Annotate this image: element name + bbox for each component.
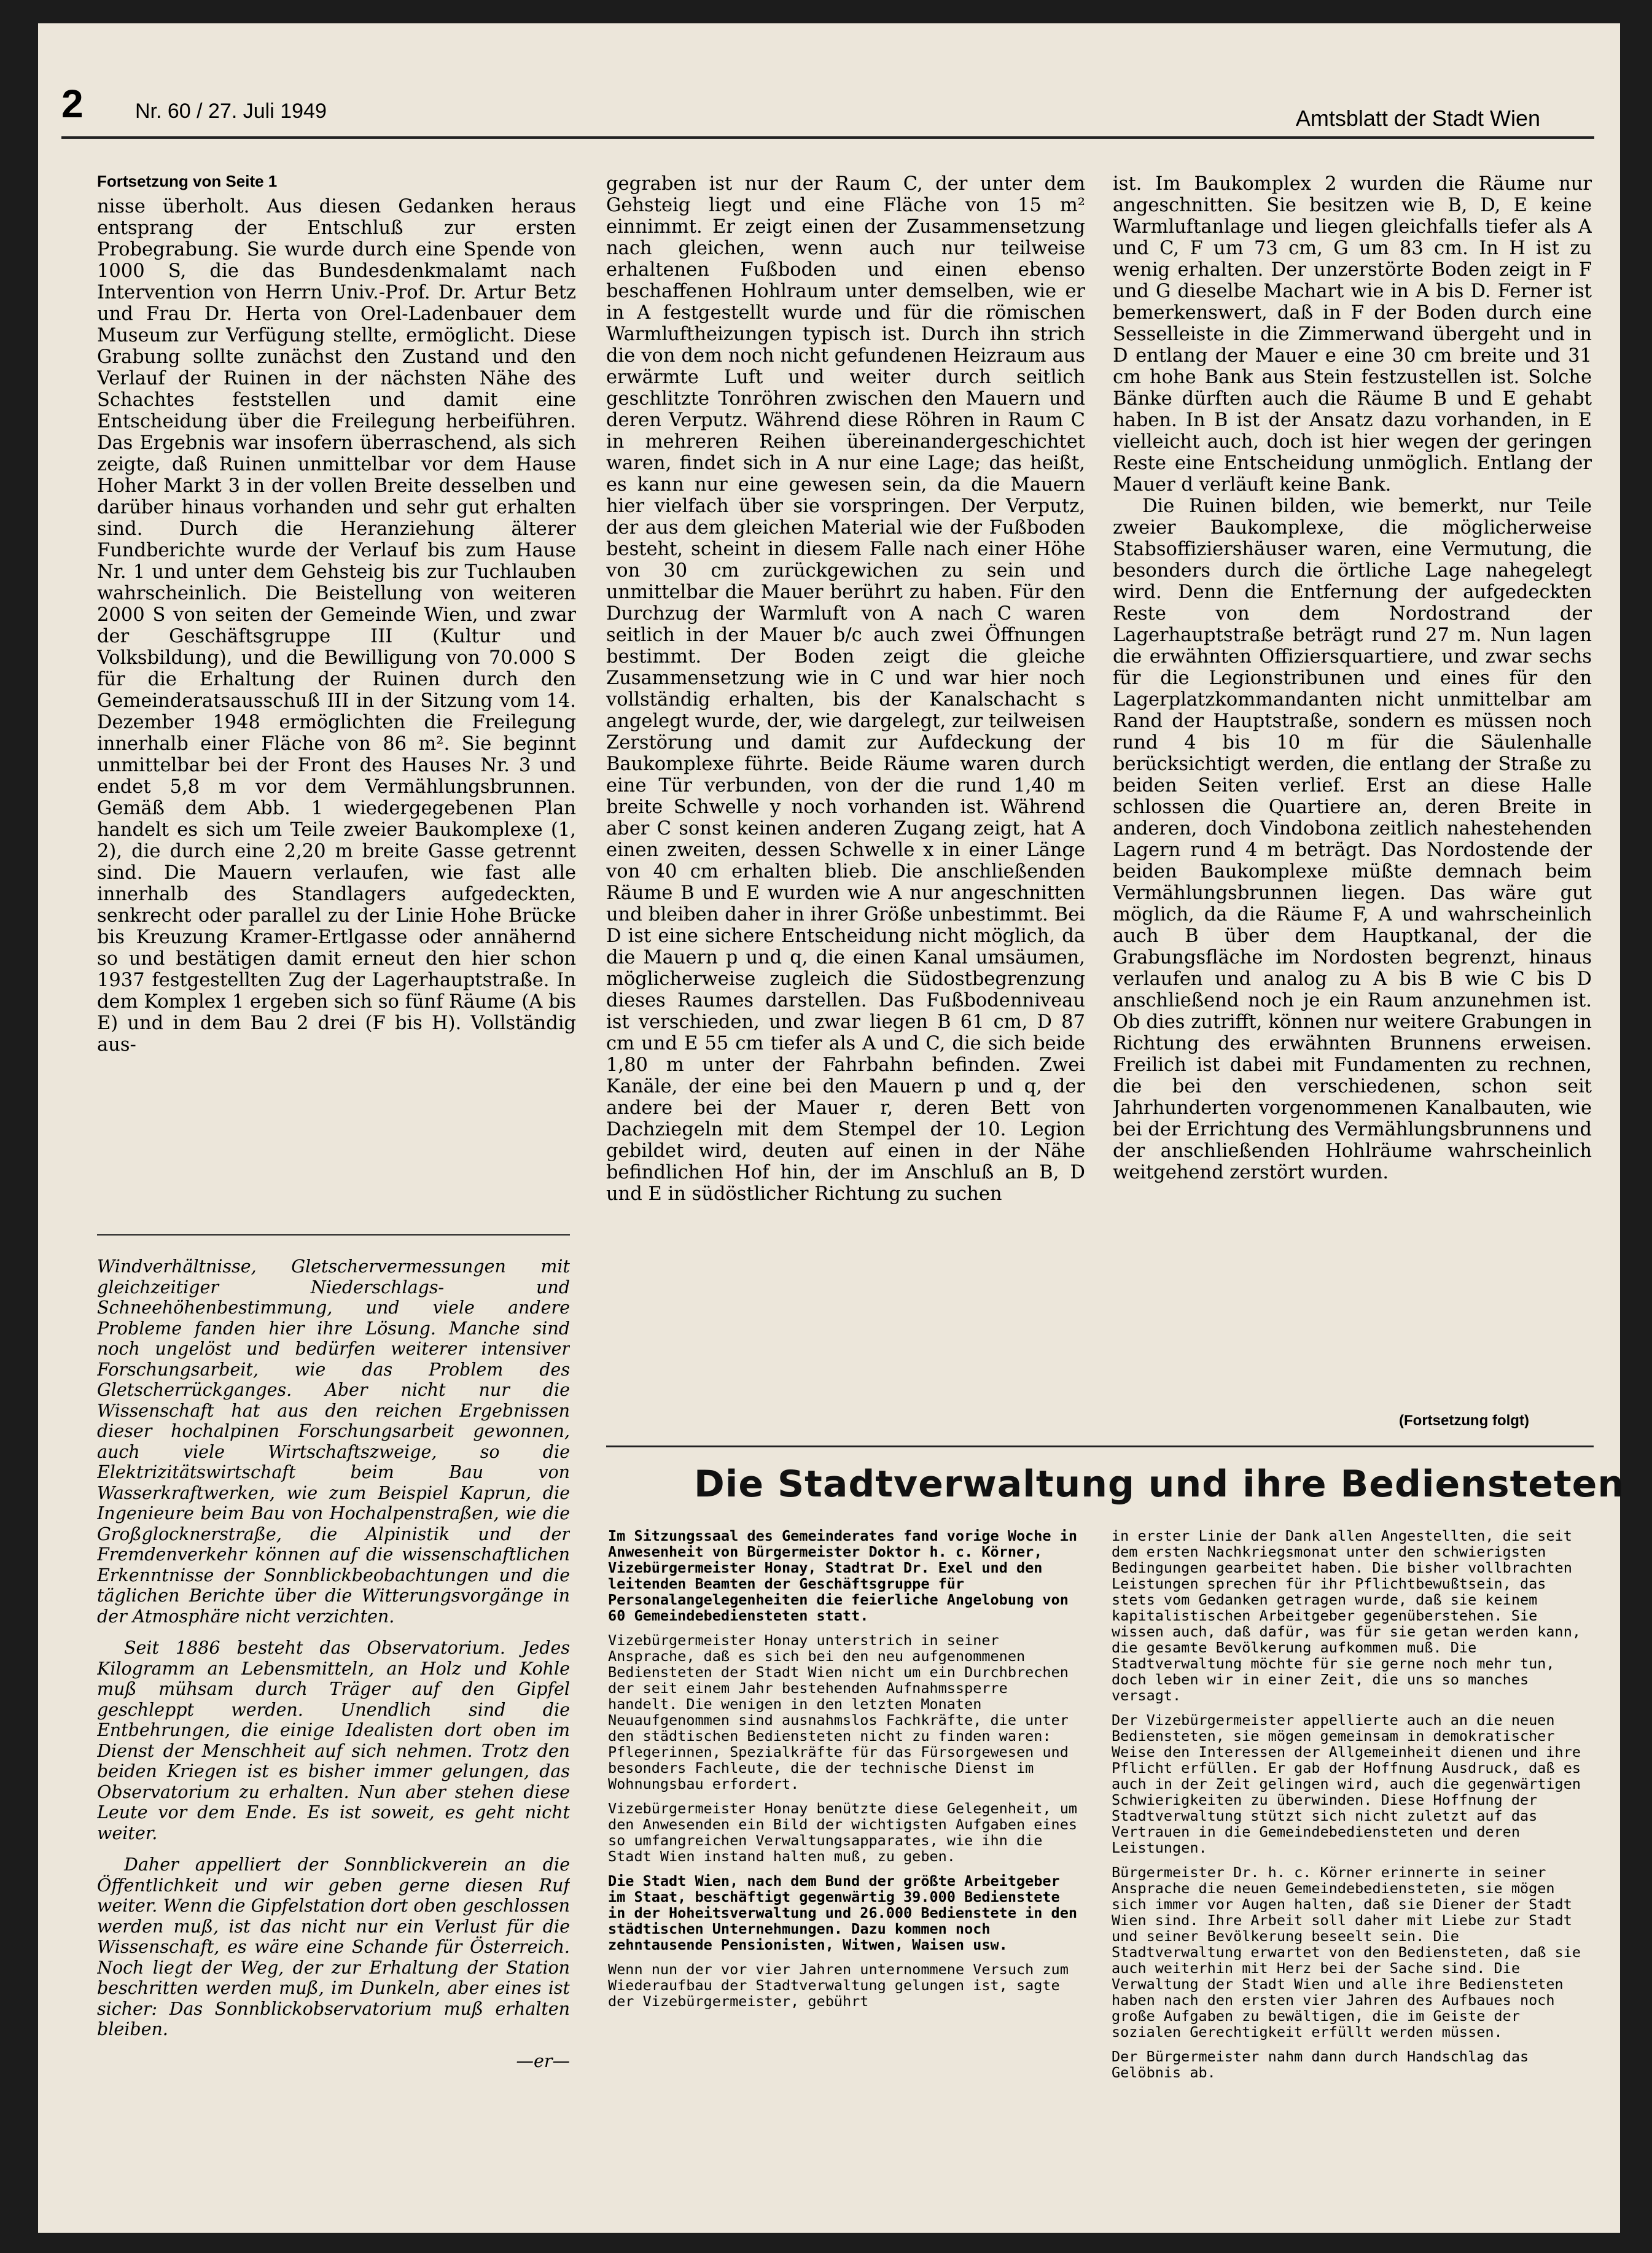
issue-info: Nr. 60 / 27. Juli 1949 xyxy=(135,99,327,123)
sonnblick-paragraph-1: Windverhältnisse, Gletschervermessungen mit gleichzeitiger Niederschlags- und Schneehöhenbestimmung, und viele andere Probleme fanden hier ihre Lösung. Manche sind noch ungelöst und bedürfen weiterer intensiver Forschungsarbeit, wie das Problem des Gletscherrückganges. Aber nicht nur die Wissenschaft hat aus den reichen Ergebnissen dieser hochalpinen Forschungsarbeit gewonnen, auch viele Wirtschaftszweige, so die Elektrizitätswirtschaft beim Bau von Wasserkraftwerken, wie zum Beispiel Kaprun, die Ingenieure beim Bau von Hochalpenstraßen, wie die Großglocknerstraße, die Alpinistik und der Fremdenverkehr können auf die wissenschaftlichen Erkenntnisse der Sonnblickbeobachtungen und die täglichen Berichte über die Witterungsvorgänge in der Atmosphäre nicht verzichten. xyxy=(97,1256,570,1627)
page-number: 2 xyxy=(61,82,84,126)
article1-col2-text: gegraben ist nur der Raum C, der unter dem Gehsteig liegt und eine Fläche von 15 m² einnimmt. Er zeigt einen der Zusammensetzung nach gleichen, wenn auch nur teilweise erhaltenen Fußboden und einen ebenso beschaffenen Hohlraum unter demselben, wie er in A festgestellt wurde und für die römischen Warmluftheizungen typisch ist. Durch ihn strich die von dem noch nicht gefundenen Heizraum aus erwärmte Luft und weiter durch seitlich geschlitzte Tonröhren zwischen den Mauern und deren Verputz. Während diese Röhren in Raum C in mehreren Reihen übereinandergeschichtet waren, findet sich in A nur eine Lage; das heißt, es kann nur eine gewesen sein, da die Mauern hier vielfach über sie vorspringen. Der Verputz, der aus dem gleichen Material wie der Fußboden besteht, scheint in diesem Falle nach einer Höhe von 30 cm zurückgewichen zu sein und unmittelbar die Mauer berührt zu haben. Für den Durchzug der Warmluft von A nach C waren seitlich in der Mauer b/c auch zwei Öffnungen bestimmt. Der Boden zeigt die gleiche Zusammensetzung wie in C und war hier noch vollständig erhalten, bis der Kanalschacht s angelegt wurde, der, wie dargelegt, zur teilweisen Zerstörung und damit zur Aufdeckung der Baukomplexe führte. Beide Räume waren durch eine Tür verbunden, von der die rund 1,40 m breite Schwelle y noch vorhanden ist. Während aber C sonst keinen anderen Zugang zeigt, hat A einen zweiten, dessen Schwelle x in einer Länge von 40 cm erhalten blieb. Die anschließenden Räume B und E wurden wie A nur angeschnitten und bleiben daher in ihrer Größe unbestimmt. Bei D ist eine sichere Entscheidung nicht möglich, da die Mauern p und q, die einen Kanal umsäumen, möglicherweise zugleich die Südostbegrenzung dieses Raumes darstellen. Das Fußbodenniveau ist verschieden, und zwar liegen B 61 cm, D 87 cm und E 55 cm tiefer als A und C, die sich beide 1,80 m unter der Fahrbahn befinden. Zwei Kanäle, der eine bei den Mauern p und q, der andere bei der Mauer r, deren Bett von Dachziegeln mit dem Stempel der 10. Legion gebildet wird, deuten auf einen in der Nähe befindlichen Hof hin, der im Anschluß an B, D und E in südöstlicher Richtung zu suchen xyxy=(606,173,1085,1205)
article1-column-1 xyxy=(97,171,576,1215)
sonnblick-paragraph-3: Daher appelliert der Sonnblickverein an die Öffentlichkeit und wir geben gerne diesen Ruf weiter. Wenn die Gipfelstation dort oben geschlossen werden muß, ist das nicht nur ein Verlust für die Wissenschaft, es wäre eine Schande für Österreich. Noch liegt der Weg, der zur Erhaltung der Station beschritten werden muß, im Dunkeln, aber eines ist sicher: Das Sonnblickobservatorium muß erhalten bleiben. xyxy=(97,1854,570,2039)
article3-paragraph-4: Die Stadt Wien, nach dem Bund der größte Arbeitgeber im Staat, beschäftigt gegenwärtig 39.000 Bedienstete in der Hoheitsverwaltung und 26.000 Bedienstete in den städtischen Unternehmungen. Dazu kommen noch zehntausende Pensionisten, Witwen, Waisen usw. xyxy=(608,1872,1078,1953)
article3-paragraph-5: Wenn nun der vor vier Jahren unternommene Versuch zum Wiederaufbau der Stadtverwaltung gelungen ist, sagte der Vizebürgermeister, gebührt xyxy=(608,1961,1069,2010)
article3-column-1 xyxy=(608,1528,1081,2191)
article1-col3-text-b: Die Ruinen bilden, wie bemerkt, nur Teile zweier Baukomplexe, die möglicherweise Stabsoffiziershäuser waren, eine Vermutung, die besonders durch die örtliche Lage nahegelegt wird. Denn die Entfernung der aufgedeckten Reste von dem Nordostrand der Lagerhauptstraße beträgt rund 27 m. Nun lagen die erwähnten Offiziersquartiere, und zwar sechs für die Legionstribunen und eines für den Lagerplatzkommandanten nicht unmittelbar am Rand der Hauptstraße, sondern es müssen noch rund 4 bis 10 m für die Säulenhalle berücksichtigt werden, die entlang der Straße zu beiden Seiten verlief. Erst an diese Halle schlossen die Quartiere an, deren Breite in anderen, doch Vindobona zeitlich nahestehenden Lagern rund 4 m beträgt. Das Nordostende der beiden Baukomplexe müßte demnach beim Vermählungsbrunnen liegen. Das wäre gut möglich, da die Räume F, A und wahrscheinlich auch B über dem Hauptkanal, der die Grabungsfläche im Nordosten begrenzt, hinaus verlaufen und analog zu A bis B wie C bis D anschließend noch je ein Raum anzunehmen ist. Ob dies zutrifft, können nur weitere Grabungen in Richtung des erwähnten Brunnens erweisen. Freilich ist dabei mit Fundamenten zu rechnen, die bei den verschiedenen, schon seit Jahrhunderten vorgenommenen Kanalbauten, wie bei der Errichtung des Vermählungsbrunnens und der anschließenden Hohlräume wahrscheinlich weitgehend zerstört wurden. xyxy=(1113,496,1592,1183)
article3-paragraph-3: Vizebürgermeister Honay benützte diese Gelegenheit, um den Anwesenden ein Bild der wichtigsten Aufgaben eines so umfangreichen Verwaltungsapparates, wie ihn die Stadt Wien instand halten muß, zu geben. xyxy=(608,1800,1078,1865)
article3-lead: Im Sitzungssaal des Gemeinderates fand vorige Woche in Anwesenheit von Bürgermeister Doktor h. c. Körner, Vizebürgermeister Honay, Stadtrat Dr. Exel und den leitenden Beamten der Geschäftsgruppe für Personalangelegenheiten die feierliche Angelobung von 60 Gemeindebediensteten statt. xyxy=(608,1528,1078,1624)
header-rule xyxy=(61,136,1594,139)
article3-paragraph-8: Bürgermeister Dr. h. c. Körner erinnerte in seiner Ansprache die neuen Gemeindebediensteten, sie mögen sich immer vor Augen halten, daß sie Diener der Stadt Wien sind. Ihre Arbeit soll daher mit Liebe zur Stadt und seiner Bevölkerung beseelt sein. Die Stadtverwaltung erwartet von den Bediensteten, daß sie auch weiterhin mit Herz bei der Sache sind. Die Verwaltung der Stadt Wien und alle ihre Bediensteten haben nach den ersten vier Jahren des Aufbaues noch große Aufgaben zu bewältigen, die im Geiste der sozialen Gerechtigkeit erfüllt werden müssen. xyxy=(1112,1864,1581,2041)
article3-paragraph-6: in erster Linie der Dank allen Angestellten, die seit dem ersten Nachkriegsmonat unter den schwierigsten Bedingungen gearbeitet haben. Die bisher vollbrachten Leistungen sprechen für ihr Pflichtbewußtsein, das stets vom Gedanken getragen wurde, daß sie keinem kapitalistischen Arbeitgeber gegenüberstehen. Sie wissen auch, daß dafür, was für sie getan werden kann, die gesamte Bevölkerung aufkommen muß. Die Stadtverwaltung möchte für sie gerne noch mehr tun, doch leben wir in einer Zeit, die uns so manches versagt. xyxy=(1112,1528,1581,1704)
article1-column-3 xyxy=(1113,173,1592,1407)
article1-col3-text-a: ist. Im Baukomplex 2 wurden die Räume nur angeschnitten. Sie besitzen wie B, D, E keine Warmluftanlage und liegen gleichfalls tiefer als A und C, F um 73 cm, G um 83 cm. In H ist zu wenig erhalten. Der unzerstörte Boden zeigt in F und G dieselbe Machart wie in A bis D. Ferner ist bemerkenswert, daß in F der Boden durch eine Sesselleiste in die Zimmerwand übergeht und in D entlang der Mauer e eine 30 cm breite und 31 cm hohe Bank aus Stein festzustellen ist. Solche Bänke dürften auch die Räume B und E gehabt haben. In B ist der Ansatz dazu vorhanden, in E vielleicht auch, doch ist hier wegen der geringen Reste eine Entscheidung unmöglich. Entlang der Mauer d verläuft keine Bank. xyxy=(1113,173,1592,496)
article1-column-2 xyxy=(606,173,1085,1432)
article1-col1-text: nisse überholt. Aus diesen Gedanken heraus entsprang der Entschluß zur ersten Probegrabung. Sie wurde durch eine Spende von 1000 S, die das Bundesdenkmalamt nach Intervention von Herrn Univ.-Prof. Dr. Artur Betz und Frau Dr. Herta von Orel-Ladenbauer dem Museum zur Verfügung stellte, ermöglicht. Diese Grabung sollte zunächst den Zustand und den Verlauf der Ruinen in der nächsten Nähe des Schachtes feststellen und damit eine Entscheidung über die Freilegung herbeiführen. Das Ergebnis war insofern überraschend, als sich zeigte, daß Ruinen unmittelbar vor dem Hause Hoher Markt 3 in der vollen Breite desselben und darüber hinaus vorhanden und sehr gut erhalten sind. Durch die Heranziehung älterer Fundberichte wurde der Verlauf bis zum Hause Nr. 1 und unter dem Gehsteig bis zur Tuchlauben wahrscheinlich. Die Beistellung von weiteren 2000 S von seiten der Gemeinde Wien, und zwar der Geschäftsgruppe III (Kultur und Volksbildung), und die Bewilligung von 70.000 S für die Erhaltung der Ruinen durch den Gemeinderatsausschuß III in der Sitzung vom 14. Dezember 1948 ermöglichten die Freilegung innerhalb einer Fläche von 86 m². Sie beginnt unmittelbar bei der Front des Hauses Nr. 3 und endet 5,8 m vor dem Vermählungsbrunnen. Gemäß dem Abb. 1 wiedergegebenen Plan handelt es sich um Teile zweier Baukomplexe (1, 2), die durch eine 2,20 m breite Gasse getrennt sind. Die Mauern verlaufen, wie fast alle innerhalb des Standlagers aufgedeckten, senkrecht oder parallel zu der Linie Hohe Brücke bis Kreuzung Kramer-Ertlgasse oder annähernd so und bestätigen damit erneut den hier schon 1937 festgestellten Zug der Lagerhauptstraße. In dem Komplex 1 ergeben sich so fünf Räume (A bis E) und in dem Bau 2 drei (F bis H). Vollständig aus- xyxy=(97,196,576,1056)
article3-paragraph-9: Der Bürgermeister nahm dann durch Handschlag das Gelöbnis ab. xyxy=(1112,2048,1529,2081)
article-headline: Die Stadtverwaltung und ihre Bediensteten xyxy=(694,1463,1625,1506)
headline-top-rule xyxy=(606,1446,1594,1447)
article3-paragraph-2: Vizebürgermeister Honay unterstrich in seiner Ansprache, daß es sich bei den neu aufgenommenen Bediensteten der Stadt Wien nicht um ein Durchbrechen der seit einem Jahr bestehenden Aufnahmssperre handelt. Die wenigen in den letzten Monaten Neuaufgenommen sind ausnahmslos Fachkräfte, die unter den städtischen Bediensteten nicht zu finden waren: Pflegerinnen, Spezialkräfte für das Fürsorgewesen und besonders Fachleute, die der technische Dienst im Wohnungsbau erfordert. xyxy=(608,1632,1069,1792)
masthead: Amtsblatt der Stadt Wien xyxy=(1295,106,1540,131)
article3-column-2 xyxy=(1112,1528,1591,2191)
continued-from: Fortsetzung von Seite 1 xyxy=(97,172,278,190)
sonnblick-paragraph-2: Seit 1886 besteht das Observatorium. Jedes Kilogramm an Lebensmitteln, an Holz und Kohle muß mühsam durch Träger auf den Gipfel geschleppt werden. Unendlich sind die Entbehrungen, die einige Idealisten dort oben im Dienst der Menschheit auf sich nehmen. Trotz den beiden Kriegen ist es bisher immer gelungen, das Observatorium zu erhalten. Nun aber stehen diese Leute vor dem Ende. Es ist soweit, es geht nicht weiter. xyxy=(97,1638,570,1843)
column-1-divider xyxy=(97,1234,570,1235)
continued-note: (Fortsetzung folgt) xyxy=(1399,1412,1529,1429)
sonnblick-article xyxy=(97,1256,570,2177)
page-header xyxy=(61,81,1597,136)
author-signature: —er— xyxy=(516,2050,570,2071)
article3-paragraph-7: Der Vizebürgermeister appellierte auch an die neuen Bediensteten, sie mögen gemeinsam in demokratischer Weise den Interessen der Allgemeinheit dienen und ihre Pflicht erfüllen. Er gab der Hoffnung Ausdruck, daß es auch in der Zeit gelingen wird, auch die gegenwärtigen Schwierigkeiten zu überwinden. Diese Hoffnung der Stadtverwaltung stützt sich nicht zuletzt auf das Vertrauen in die Gemeindebediensteten und deren Leistungen. xyxy=(1112,1711,1581,1856)
